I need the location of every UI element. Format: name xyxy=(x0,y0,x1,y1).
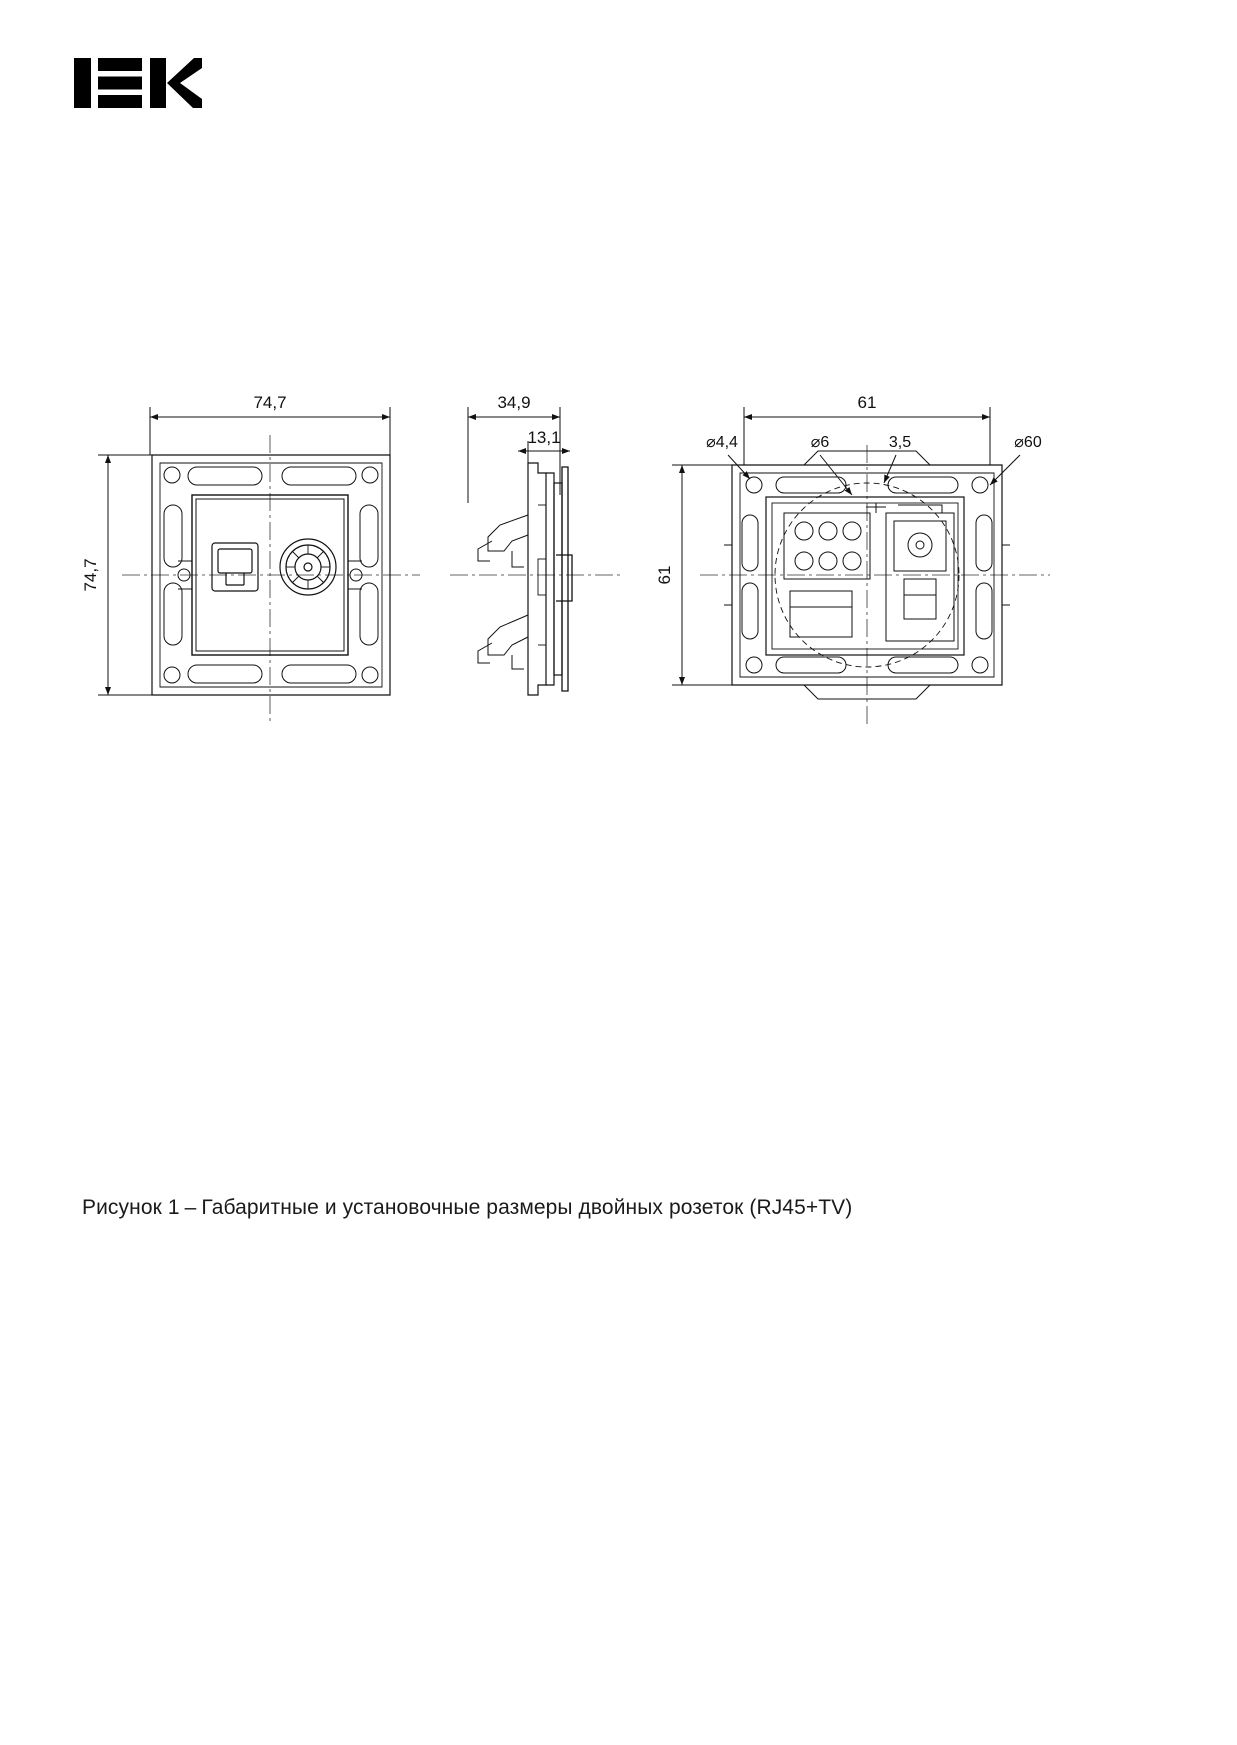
rear-view xyxy=(655,393,1050,725)
figure-number: Рисунок 1 xyxy=(82,1196,180,1219)
figure-dash: – xyxy=(184,1196,197,1219)
callout-circle: ⌀60 xyxy=(1014,434,1042,451)
callout-hole-med: ⌀6 xyxy=(810,434,830,451)
front-height-label: 74,7 xyxy=(81,558,100,592)
front-view xyxy=(81,393,420,723)
rear-height-label: 61 xyxy=(655,565,674,585)
side-depth-label: 34,9 xyxy=(497,393,531,412)
side-flange-label: 13,1 xyxy=(527,428,561,447)
rear-width-label: 61 xyxy=(857,393,877,412)
side-view xyxy=(450,393,620,695)
callout-slot: 3,5 xyxy=(888,434,912,451)
front-width-label: 74,7 xyxy=(253,393,287,412)
iek-logo xyxy=(74,52,202,114)
technical-drawing xyxy=(60,355,1120,775)
figure-caption xyxy=(82,1196,852,1220)
figure-title: Габаритные и установочные размеры двойных розеток (RJ45+TV) xyxy=(201,1196,853,1219)
callout-hole-small: ⌀4,4 xyxy=(706,434,738,451)
